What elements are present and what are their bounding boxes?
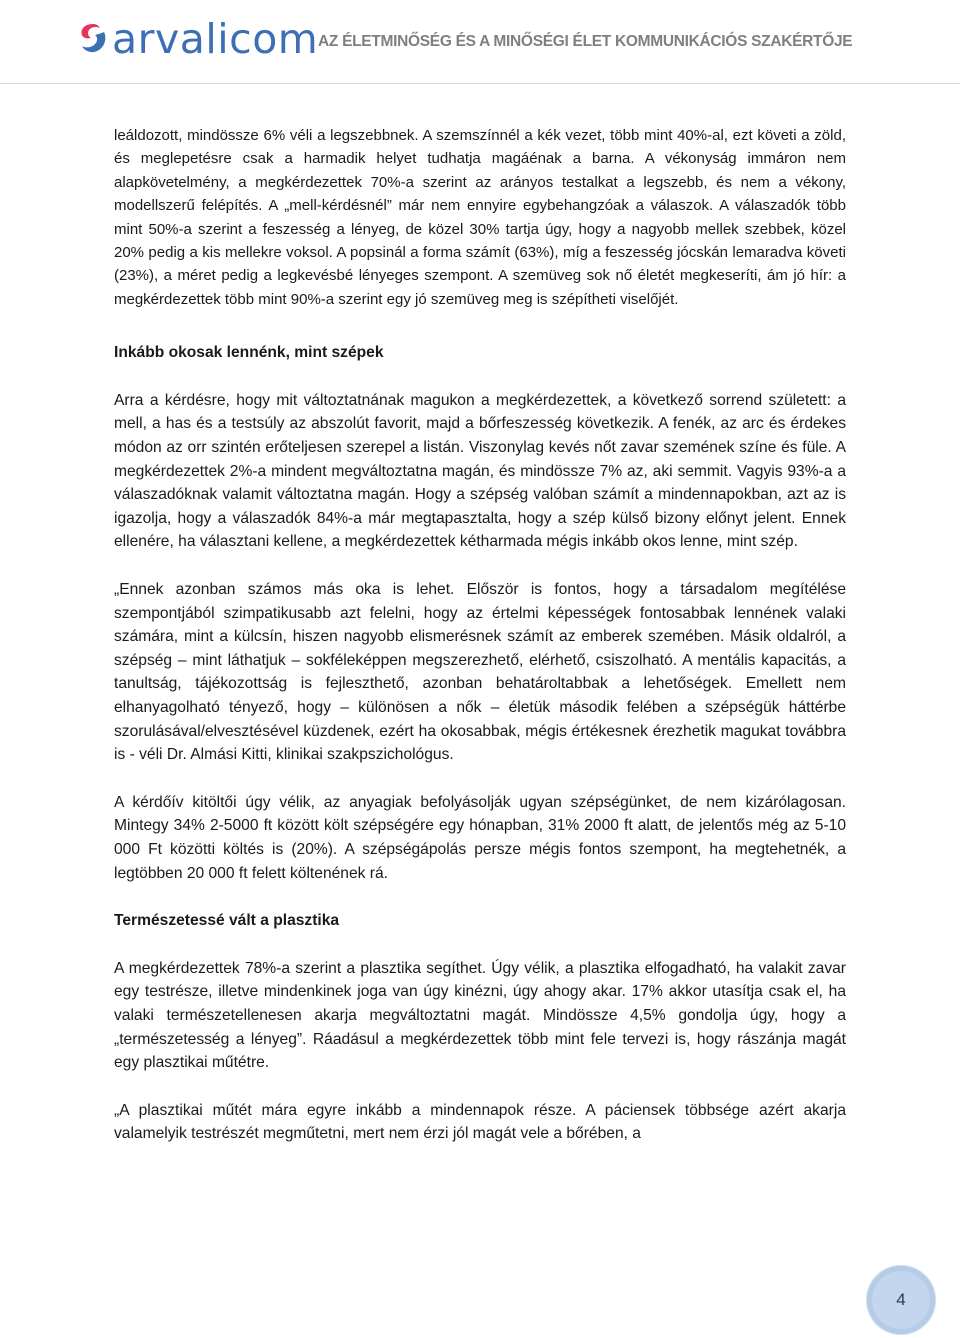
header-tagline: AZ ÉLETMINŐSÉG ÉS A MINŐSÉGI ÉLET KOMMUNIKÁCIÓS SZAKÉRTŐJE <box>318 33 853 50</box>
paragraph-beauty-ideals: leáldozott, mindössze 6% véli a legszebbnek. A szemszínnél a kék vezet, több mint 40%-al, ezt követi a zöld, és meglepetésre csak a harmadik helyet tudhatja magáénak a barna. A vékonyság immáron nem alapkövetelmény, a megkérdezettek 70%-a szerint az arányos testalkat a legszebb, és nem a vékony, modellszerű felépítés. A „mell-kérdésnél” már nem ennyire egybehangzóak a válaszok. A válaszadók több mint 50%-a szerint a feszesség a lényeg, de közel 30% tartja úgy, hogy a nagyobb mellek szebbek, közel 20% pedig a kis mellekre voksol. A popsinál a forma számít (63%), míg a feszesség jócskán lemaradva követi (23%), a méret pedig a legkevésbé lényeges szempont. A szemüveg sok nő életét megkeseríti, ám jó hír: a megkérdezettek több mint 90%-a szerint egy jó szemüveg meg is szépítheti viselőjét. <box>114 127 846 308</box>
header-divider <box>0 83 960 84</box>
paragraph-plastic-surgery: A megkérdezettek 78%-a szerint a plasztika segíthet. Úgy vélik, a plasztika elfogadható, ha valakit zavar egy testrésze, illetve mindenkinek joga van úgy kinézni, úgy ahogy akar. 17% akkor utasítja csak el, ha valaki természetellenesen akarja megváltoztatni magát. Mindössze 4,5% gondolja úgy, hogy a „természetesség a lényeg”. Ráadásul a megkérdezettek több mint fele tervezi is, hogy rászánja magát egy plasztikai műtétre. <box>114 959 846 1072</box>
paragraph-psychologist-quote: „Ennek azonban számos más oka is lehet. Először is fontos, hogy a társadalom megítélése szempontjából szimpatikusabb azt felelni, hogy az értelmi képességek fontosabbak lennének valaki számára, mint a külcsín, hiszen nagyobb elismerésnek számít az emberek szemében. Másik oldalról, a szépség – mint láthatjuk – sokféleképpen megszerezhető, elérhető, csiszolható. A mentális kapacitás, a tanultság, tájékozottság is fejleszthető, azonban behatároltabbak a lehetőségek. Emellett nem elhanyagolható tényező, hogy – különösen a nők – életük második felében a szépségük háttérbe szorulásával/elvesztésével küzdenek, ezért ha okosabbak, mégis értékesnek érezhetik magukat továbbra is - véli Dr. Almási Kitti, klinikai szakpszichológus. <box>114 581 846 764</box>
page-header <box>0 0 960 82</box>
article-body <box>114 124 846 1146</box>
section-heading-smart-over-beautiful: Inkább okosak lennénk, mint szépek <box>114 344 384 362</box>
paragraph-spending: A kérdőív kitöltői úgy vélik, az anyagiak befolyásolják ugyan szépségünket, de nem kizárólagosan. Mintegy 34% 2-5000 ft között költ szépségére egy hónapban, 31% 2000 ft alatt, de jelentős még az 5-10 000 Ft közötti költés is (20%). A szépségápolás persze mégis fontos szempont, ha megtehetnék, a legtöbben 20 000 ft felett költenének rá. <box>114 793 846 882</box>
arvalicom-logo-icon <box>78 22 108 54</box>
logo-text: arvalicom <box>112 15 319 63</box>
section-heading-plastic-surgery: Természetessé vált a plasztika <box>114 912 340 930</box>
page-number: 4 <box>872 1271 930 1329</box>
paragraph-surgeon-quote: „A plasztikai műtét mára egyre inkább a mindennapok része. A páciensek többsége azért akarja valamelyik testrészét megműtetni, mert nem érzi jól magát vele a bőrében, a <box>114 1101 846 1143</box>
page-number-badge <box>866 1265 936 1335</box>
paragraph-what-to-change: Arra a kérdésre, hogy mit változtatnának magukon a megkérdezettek, a következő sorrend született: a mell, a has és a testsúly az abszolút favorit, majd a bőrfeszesség következik. A fenék, az arc és érdekes módon az orr szintén erőteljesen szerepel a listán. Viszonylag kevés nőt zavar szemének színe és füle. A megkérdezettek 2%-a mindent megváltoztatna magán, és mindössze 7% az, aki semmit. Vagyis 93%-a a válaszadóknak valamit változtatna magán. Hogy a szépség valóban számít a mindennapokban, azt az is igazolja, hogy a válaszadók 84%-a már megtapasztalta, hogy a szép külső bizony előnyt jelent. Ennek ellenére, ha választani kellene, a megkérdezettek kétharmada mégis inkább okos lenne, mint szép. <box>114 391 846 551</box>
